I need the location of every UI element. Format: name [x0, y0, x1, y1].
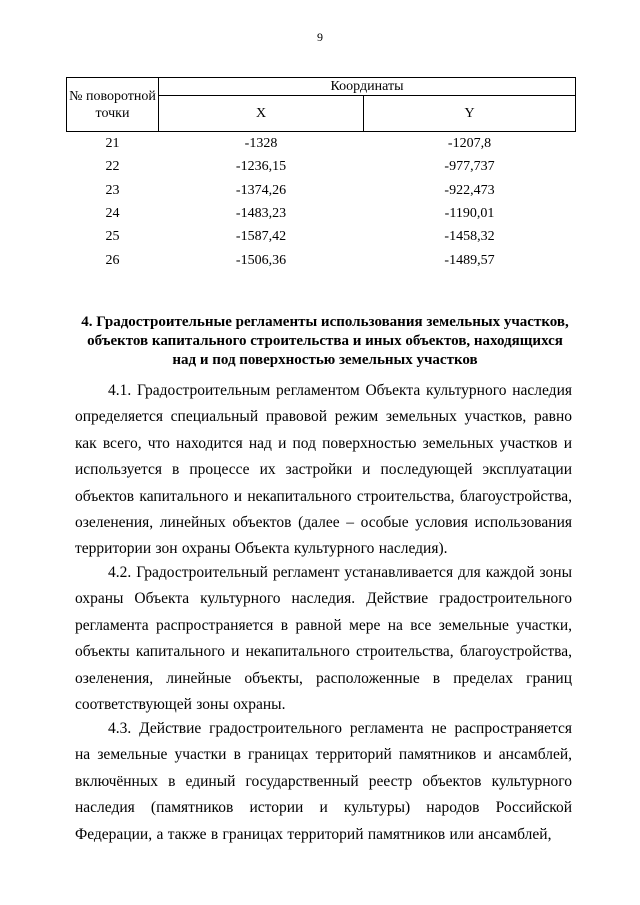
coordinates-table — [66, 77, 576, 272]
header-y: Y — [364, 96, 576, 132]
cell-point: 23 — [105, 182, 120, 198]
cell-y: -922,473 — [444, 182, 495, 198]
cell-y: -1458,32 — [444, 229, 495, 245]
cell-point: 21 — [105, 136, 120, 152]
cell-point: 25 — [105, 229, 120, 245]
cell-y: -1489,57 — [444, 252, 495, 268]
table-row — [67, 132, 576, 156]
cell-x: -1328 — [244, 136, 278, 152]
header-coordinates: Координаты — [159, 78, 576, 96]
paragraph-4-3: 4.3. Действие градостроительного регламента не распространяется на земельные участки в границах территорий памятников и ансамблей, включённых в единый государственный реестр объектов культурного наследия (памятников истории и культуры) народов Российской Федерации, а также в границах территорий памятников или ансамблей, — [75, 720, 572, 843]
cell-y: -1190,01 — [444, 206, 495, 222]
cell-point: 26 — [105, 252, 120, 268]
table-row — [67, 248, 576, 271]
table-row — [67, 155, 576, 178]
table-row — [67, 225, 576, 248]
table-row — [67, 202, 576, 225]
cell-point: 22 — [105, 159, 120, 175]
cell-x: -1506,36 — [235, 252, 287, 268]
cell-y: -977,737 — [444, 159, 495, 175]
cell-x: -1374,26 — [235, 182, 287, 198]
paragraph-4-1: 4.1. Градостроительным регламентом Объекта культурного наследия определяется специальный правовой режим земельных участков, равно как всего, что находится над и под поверхностью земельных участков и используется в процессе их застройки и последующей эксплуатации объектов капитального и некапитального строительства, благоустройства, озеленения, линейных объектов (далее – особые условия использования территории зон охраны Объекта культурного наследия). — [75, 382, 572, 558]
cell-point: 24 — [105, 206, 120, 222]
header-x: X — [159, 96, 364, 132]
cell-x: -1483,23 — [235, 206, 287, 222]
cell-y: -1207,8 — [447, 136, 492, 152]
section-title: 4. Градостроительные регламенты использования земельных участков, объектов капитального строительства и иных объектов, находящихся над и под поверхностью земельных участков — [81, 314, 569, 368]
cell-x: -1236,15 — [235, 159, 287, 175]
table-row — [67, 179, 576, 202]
page-number: 9 — [317, 30, 323, 44]
header-point-number: № поворотной точки — [67, 78, 159, 132]
paragraph-4-2: 4.2. Градостроительный регламент устанавливается для каждой зоны охраны Объекта культурного наследия. Действие градостроительного регламента распространяется в равной мере на все земельные участки, объекты капитального и некапитального строительства, благоустройства, озеленения, линейные объекты, расположенные в пределах границ соответствующей зоны охраны. — [75, 564, 572, 714]
cell-x: -1587,42 — [235, 229, 287, 245]
